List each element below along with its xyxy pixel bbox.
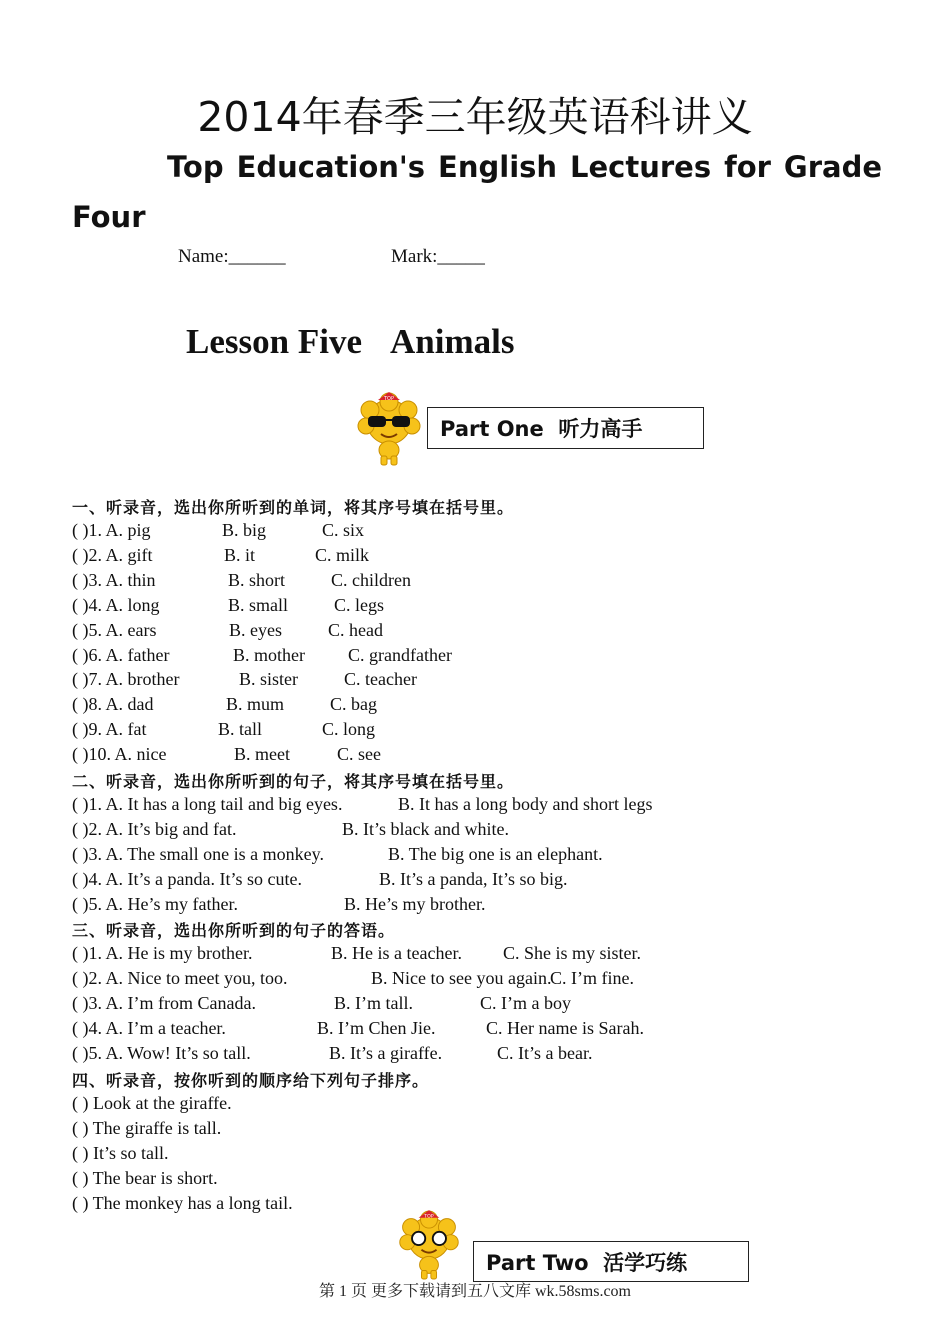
section-2-question-option: B. It has a long body and short legs — [398, 794, 653, 814]
section-1-question-option: B. mum — [226, 694, 285, 715]
mascot-badge-text: TOP — [383, 396, 395, 402]
name-field-label: Name:______ — [178, 246, 286, 267]
section-3-question-option: C. It’s a bear. — [497, 1042, 593, 1063]
section-1-question-option: ( )9. A. fat — [72, 719, 147, 740]
section-2-question-option: ( )1. A. It has a long tail and big eyes. — [72, 794, 343, 814]
document-subtitle-continued: Four — [72, 200, 146, 234]
part-two-label: Part Two 活学巧练 — [486, 1250, 688, 1275]
section-4-heading: 四、听录音，按你听到的顺序给下列句子排序。 — [72, 1071, 430, 1090]
lesson-topic: Animals — [389, 322, 515, 361]
section-3-heading: 三、听录音，选出你所听到的句子的答语。 — [72, 921, 396, 940]
section-1-question-option: B. big — [222, 520, 267, 540]
section-1-question-option: C. legs — [334, 594, 385, 615]
section-1-question-option: C. teacher — [344, 669, 417, 690]
section-1-question-option: C. see — [337, 744, 381, 765]
section-3-question-option: C. I’m a boy — [480, 992, 571, 1013]
section-1-question-option: ( )6. A. father — [72, 644, 170, 665]
section-1-question-option: C. children — [331, 569, 411, 590]
document-title: 2014年春季三年级英语科讲义 — [197, 93, 753, 141]
mascot-icon — [354, 392, 424, 468]
section-2-question-option: B. It’s black and white. — [342, 818, 509, 839]
section-1-question-option: C. milk — [315, 544, 370, 565]
section-4-item-option: ( ) It’s so tall. — [72, 1142, 169, 1163]
section-1-question-option: ( )3. A. thin — [72, 569, 156, 590]
section-1-question-option: B. tall — [218, 719, 262, 740]
section-4-item-option: ( ) The giraffe is tall. — [72, 1117, 222, 1138]
section-1-question-option: C. head — [328, 619, 383, 640]
mark-field-label: Mark:_____ — [391, 246, 485, 267]
mascot-badge-text: TOP — [424, 1214, 434, 1220]
section-1-question-option: ( )5. A. ears — [72, 619, 157, 640]
section-1-question-option: ( )7. A. brother — [72, 669, 180, 690]
section-2-question-option: ( )4. A. It’s a panda. It’s so cute. — [72, 868, 302, 889]
section-1-question-option: C. six — [322, 520, 365, 540]
section-1-question-option: B. it — [224, 544, 256, 565]
section-1-question-option: C. long — [322, 719, 376, 740]
section-1-question-option: ( )1. A. pig — [72, 520, 151, 540]
section-3-question-option: ( )3. A. I’m from Canada. — [72, 992, 256, 1013]
section-3-question-option: ( )4. A. I’m a teacher. — [72, 1017, 226, 1038]
section-3-question-option: C. I’m fine. — [550, 967, 634, 988]
section-3-question-option: ( )1. A. He is my brother. — [72, 943, 253, 963]
page-footer: 第 1 页 更多下载请到五八文库 wk.58sms.com — [318, 1283, 631, 1300]
section-1-question-option: ( )4. A. long — [72, 594, 160, 615]
section-1-question-option: ( )2. A. gift — [72, 544, 153, 565]
document-subtitle: Top Education's English Lectures for Grade — [167, 150, 882, 184]
section-1-question-option: B. small — [228, 594, 289, 615]
part-one-banner — [427, 407, 704, 449]
lesson-title — [186, 322, 514, 362]
section-3-question-option: B. I’m Chen Jie. — [317, 1017, 436, 1038]
section-4-item-option: ( ) The bear is short. — [72, 1167, 218, 1188]
section-1-question-option: ( )10. A. nice — [72, 744, 167, 765]
part-one-label: Part One 听力高手 — [440, 417, 643, 441]
section-3-question-option: ( )5. A. Wow! It’s so tall. — [72, 1042, 251, 1063]
section-1-question-option: B. mother — [233, 644, 305, 665]
section-3-question-option: B. It’s a giraffe. — [329, 1042, 443, 1063]
section-2-question-option: B. He’s my brother. — [344, 893, 486, 914]
section-1-question-option: B. short — [228, 569, 286, 590]
section-1-question-option: ( )8. A. dad — [72, 694, 154, 715]
section-1-question-option: C. grandfather — [348, 644, 452, 665]
section-2-heading: 二、听录音，选出你所听到的句子，将其序号填在括号里。 — [72, 772, 515, 791]
section-3-question-option: B. I’m tall. — [334, 992, 413, 1013]
section-1-question-option: B. eyes — [229, 619, 282, 640]
section-2-question-option: ( )3. A. The small one is a monkey. — [72, 843, 324, 864]
section-3-question-option: B. Nice to see you again. — [371, 967, 552, 988]
section-2-question-option: ( )5. A. He’s my father. — [72, 893, 238, 914]
section-3-question-option: ( )2. A. Nice to meet you, too. — [72, 967, 288, 988]
section-4-item-option: ( ) The monkey has a long tail. — [72, 1192, 293, 1213]
section-4-item-option: ( ) Look at the giraffe. — [72, 1093, 232, 1113]
mascot-icon — [396, 1208, 462, 1284]
section-2-question-option: ( )2. A. It’s big and fat. — [72, 818, 237, 839]
section-2-question-option: B. It’s a panda, It’s so big. — [379, 868, 568, 889]
section-3-question-option: C. She is my sister. — [503, 943, 642, 963]
section-1-question-option: B. sister — [239, 669, 299, 690]
lesson-number: Lesson Five — [186, 322, 362, 361]
section-1-question-option: C. bag — [330, 694, 377, 715]
section-2-question-option: B. The big one is an elephant. — [388, 843, 603, 864]
section-1-question-option: B. meet — [234, 744, 290, 765]
part-two-banner — [473, 1241, 749, 1282]
section-1-heading: 一、听录音，选出你所听到的单词，将其序号填在括号里。 — [72, 498, 515, 517]
section-3-question-option: B. He is a teacher. — [331, 943, 462, 963]
section-3-question-option: C. Her name is Sarah. — [486, 1017, 644, 1038]
